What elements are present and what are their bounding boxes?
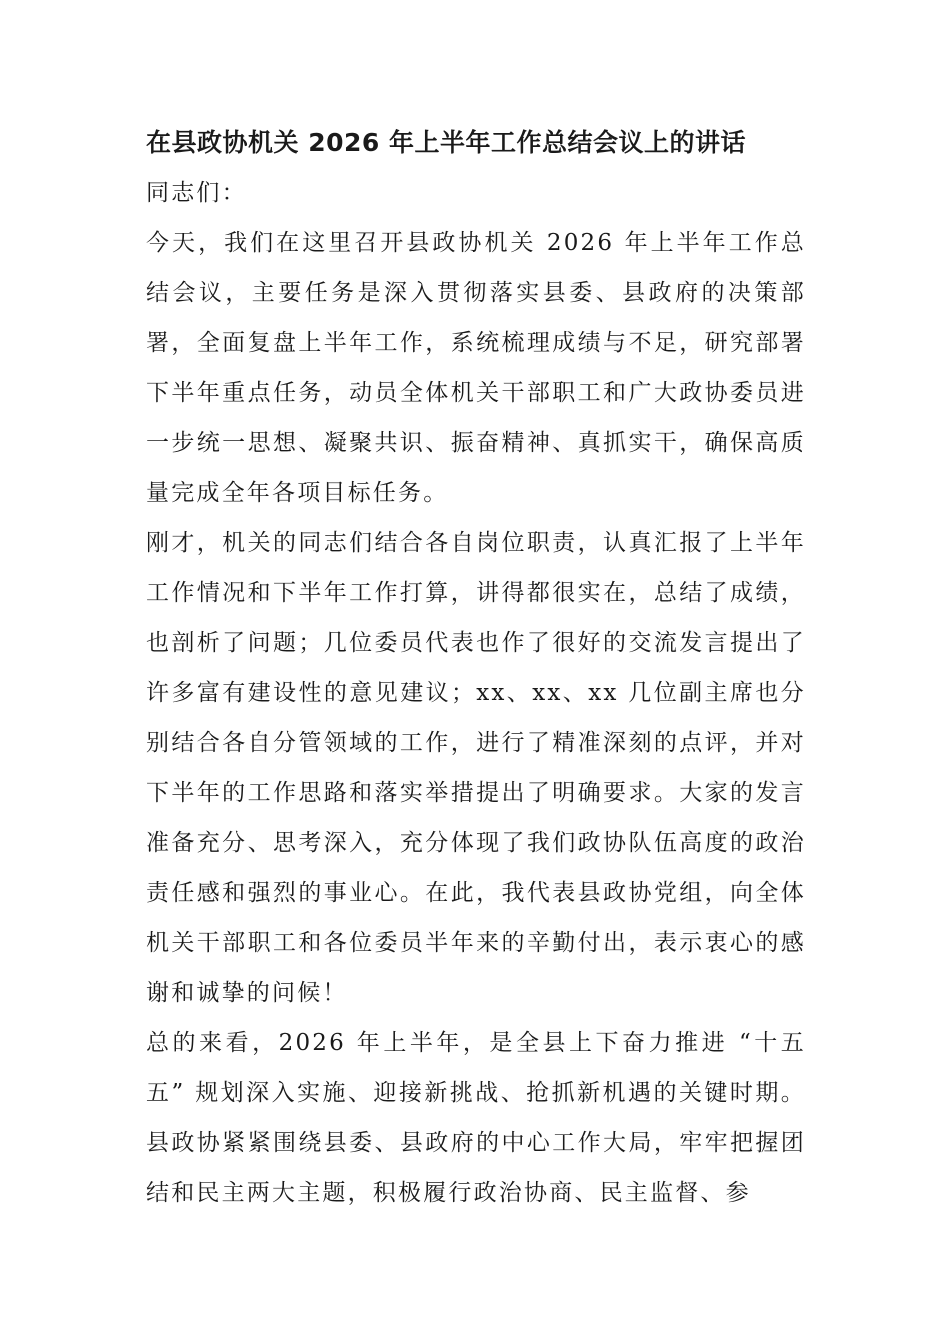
paragraph-opening: 今天，我们在这里召开县政协机关 2026 年上半年工作总结会议，主要任务是深入贯彻落实县委、县政府的决策部署，全面复盘上半年工作，系统梳理成绩与不足，研究部署下半年重点任务，动员全体机关干部职工和广大政协委员进一步统一思想、凝聚共识、振奋精神、真抓实干，确保高质量完成全年各项目标任务。 (146, 230, 806, 506)
paragraph-review: 刚才，机关的同志们结合各自岗位职责，认真汇报了上半年工作情况和下半年工作打算，讲得都很实在，总结了成绩，也剖析了问题；几位委员代表也作了很好的交流发言提出了许多富有建设性的意见建议；xx、xx、xx 几位副主席也分别结合各自分管领域的工作，进行了精准深刻的点评，并对下半年的工作思路和落实举措提出了明确要求。大家的发言准备充分、思考深入，充分体现了我们政协队伍高度的政治责任感和强烈的事业心。在此，我代表县政协党组，向全体机关干部职工和各位委员半年来的辛勤付出，表示衷心的感谢和诚挚的问候！ (146, 530, 806, 1006)
document-title: 在县政协机关 2026 年上半年工作总结会议上的讲话 (146, 128, 746, 157)
paragraph-summary: 总的来看，2026 年上半年，是全县上下奋力推进 “十五五” 规划深入实施、迎接新挑战、抢抓新机遇的关键时期。县政协紧紧围绕县委、县政府的中心工作大局，牢牢把握团结和民主两大主题，积极履行政治协商、民主监督、参 (146, 1030, 806, 1206)
document-page (146, 118, 806, 1218)
salutation: 同志们： (146, 180, 247, 206)
